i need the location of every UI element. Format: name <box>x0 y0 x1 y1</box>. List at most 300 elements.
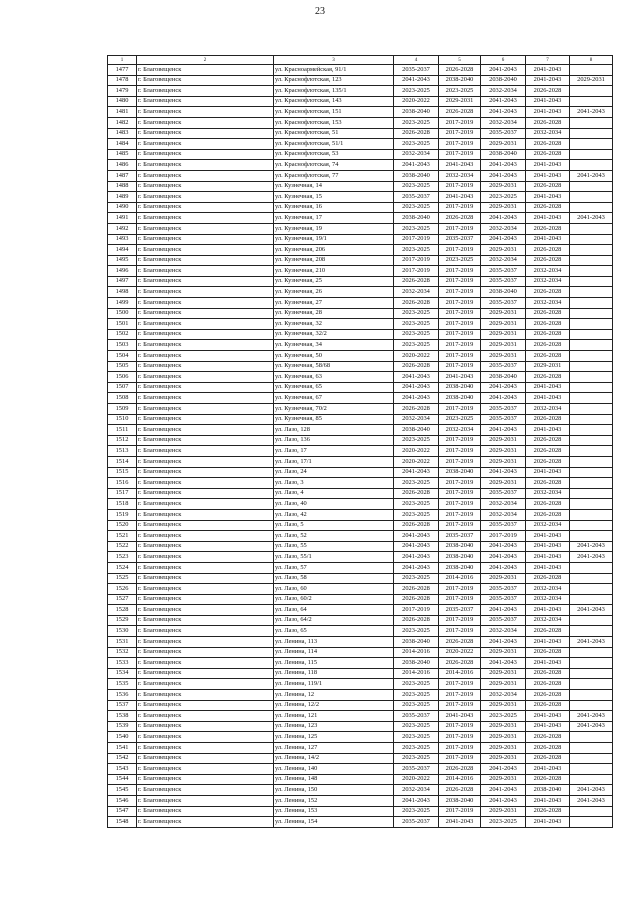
period-cell: 2041-2043 <box>481 170 526 181</box>
period-cell: 2041-2043 <box>394 531 439 542</box>
period-cell: 2041-2043 <box>481 605 526 616</box>
city-cell: г. Благовещенск <box>137 456 274 467</box>
record-number: 1534 <box>108 668 137 679</box>
table-row <box>108 531 613 542</box>
period-cell: 2023-2025 <box>394 573 439 584</box>
city-cell: г. Благовещенск <box>137 668 274 679</box>
period-cell: 2029-2031 <box>481 340 526 351</box>
address-cell: ул. Лазо, 3 <box>274 478 394 489</box>
table-row <box>108 266 613 277</box>
period-cell: 2041-2043 <box>481 96 526 107</box>
table-row <box>108 817 613 828</box>
period-cell <box>570 86 613 97</box>
period-cell <box>570 509 613 520</box>
city-cell: г. Благовещенск <box>137 499 274 510</box>
period-cell: 2017-2019 <box>439 266 481 277</box>
address-cell: ул. Лазо, 60/2 <box>274 594 394 605</box>
period-cell: 2026-2028 <box>526 149 570 160</box>
city-cell: г. Благовещенск <box>137 149 274 160</box>
address-cell: ул. Кузнечная, 19 <box>274 223 394 234</box>
table-row <box>108 690 613 701</box>
period-cell: 2023-2025 <box>394 509 439 520</box>
table-row <box>108 329 613 340</box>
address-cell: ул. Ленина, 148 <box>274 774 394 785</box>
record-number: 1538 <box>108 711 137 722</box>
table-row <box>108 541 613 552</box>
period-cell: 2035-2037 <box>481 361 526 372</box>
table-row <box>108 806 613 817</box>
period-cell: 2041-2043 <box>394 372 439 383</box>
register-table <box>107 55 613 828</box>
table-row <box>108 382 613 393</box>
period-cell: 2026-2028 <box>439 213 481 224</box>
table-row <box>108 192 613 203</box>
period-cell: 2032-2034 <box>394 287 439 298</box>
period-cell <box>570 499 613 510</box>
record-number: 1491 <box>108 213 137 224</box>
period-cell: 2026-2028 <box>526 202 570 213</box>
city-cell: г. Благовещенск <box>137 351 274 362</box>
period-cell: 2041-2043 <box>394 467 439 478</box>
period-cell <box>570 340 613 351</box>
period-cell: 2032-2034 <box>526 594 570 605</box>
address-cell: ул. Лазо, 52 <box>274 531 394 542</box>
city-cell: г. Благовещенск <box>137 329 274 340</box>
period-cell: 2017-2019 <box>439 202 481 213</box>
period-cell: 2026-2028 <box>526 456 570 467</box>
table-row <box>108 668 613 679</box>
table-row <box>108 743 613 754</box>
period-cell: 2029-2031 <box>526 361 570 372</box>
period-cell <box>570 700 613 711</box>
period-cell: 2035-2037 <box>481 520 526 531</box>
period-cell: 2029-2031 <box>481 202 526 213</box>
period-cell <box>570 753 613 764</box>
table-row <box>108 499 613 510</box>
column-number: 1 <box>108 56 137 65</box>
period-cell: 2032-2034 <box>526 615 570 626</box>
period-cell: 2041-2043 <box>439 711 481 722</box>
address-cell: ул. Лазо, 42 <box>274 509 394 520</box>
period-cell <box>570 372 613 383</box>
period-cell: 2026-2028 <box>526 700 570 711</box>
table-row <box>108 65 613 76</box>
record-number: 1490 <box>108 202 137 213</box>
period-cell <box>570 308 613 319</box>
period-cell: 2032-2034 <box>394 785 439 796</box>
period-cell: 2041-2043 <box>526 817 570 828</box>
table-row <box>108 637 613 648</box>
city-cell: г. Благовещенск <box>137 743 274 754</box>
period-cell: 2038-2040 <box>394 637 439 648</box>
table-row <box>108 276 613 287</box>
city-cell: г. Благовещенск <box>137 647 274 658</box>
period-cell: 2041-2043 <box>526 425 570 436</box>
period-cell <box>570 128 613 139</box>
table-row <box>108 361 613 372</box>
city-cell: г. Благовещенск <box>137 700 274 711</box>
period-cell: 2023-2025 <box>394 202 439 213</box>
city-cell: г. Благовещенск <box>137 605 274 616</box>
period-cell: 2038-2040 <box>439 562 481 573</box>
period-cell: 2035-2037 <box>481 266 526 277</box>
city-cell: г. Благовещенск <box>137 753 274 764</box>
record-number: 1541 <box>108 743 137 754</box>
record-number: 1544 <box>108 774 137 785</box>
period-cell: 2026-2028 <box>526 679 570 690</box>
period-cell: 2026-2028 <box>526 255 570 266</box>
period-cell <box>570 245 613 256</box>
address-cell: ул. Краснофлотская, 143 <box>274 96 394 107</box>
city-cell: г. Благовещенск <box>137 372 274 383</box>
address-cell: ул. Краснофлотская, 153 <box>274 117 394 128</box>
city-cell: г. Благовещенск <box>137 520 274 531</box>
city-cell: г. Благовещенск <box>137 65 274 76</box>
period-cell: 2023-2025 <box>394 700 439 711</box>
period-cell: 2023-2025 <box>394 340 439 351</box>
period-cell: 2038-2040 <box>394 213 439 224</box>
period-cell: 2026-2028 <box>526 774 570 785</box>
period-cell: 2017-2019 <box>439 351 481 362</box>
period-cell: 2023-2025 <box>394 732 439 743</box>
city-cell: г. Благовещенск <box>137 181 274 192</box>
period-cell: 2026-2028 <box>526 340 570 351</box>
period-cell <box>570 647 613 658</box>
table-row <box>108 584 613 595</box>
period-cell <box>570 96 613 107</box>
period-cell: 2041-2043 <box>481 382 526 393</box>
record-number: 1489 <box>108 192 137 203</box>
city-cell: г. Благовещенск <box>137 192 274 203</box>
period-cell: 2041-2043 <box>526 467 570 478</box>
period-cell: 2041-2043 <box>481 425 526 436</box>
period-cell: 2029-2031 <box>481 446 526 457</box>
period-cell: 2017-2019 <box>439 404 481 415</box>
period-cell: 2026-2028 <box>526 626 570 637</box>
table-row <box>108 795 613 806</box>
period-cell: 2026-2028 <box>439 658 481 669</box>
period-cell: 2032-2034 <box>394 414 439 425</box>
city-cell: г. Благовещенск <box>137 425 274 436</box>
period-cell: 2026-2028 <box>526 319 570 330</box>
period-cell: 2029-2031 <box>481 245 526 256</box>
period-cell: 2029-2031 <box>481 668 526 679</box>
period-cell <box>570 382 613 393</box>
period-cell: 2041-2043 <box>570 552 613 563</box>
period-cell: 2026-2028 <box>394 520 439 531</box>
record-number: 1525 <box>108 573 137 584</box>
period-cell: 2026-2028 <box>526 329 570 340</box>
table-row <box>108 753 613 764</box>
period-cell: 2041-2043 <box>481 213 526 224</box>
table-row <box>108 605 613 616</box>
table-row <box>108 520 613 531</box>
address-cell: ул. Краснофлотская, 151 <box>274 107 394 118</box>
table-row <box>108 128 613 139</box>
period-cell <box>570 276 613 287</box>
period-cell: 2017-2019 <box>439 700 481 711</box>
period-cell: 2038-2040 <box>439 75 481 86</box>
table-row <box>108 149 613 160</box>
period-cell: 2035-2037 <box>481 404 526 415</box>
period-cell: 2032-2034 <box>481 499 526 510</box>
period-cell <box>570 774 613 785</box>
record-number: 1507 <box>108 382 137 393</box>
record-number: 1506 <box>108 372 137 383</box>
period-cell: 2014-2016 <box>439 668 481 679</box>
period-cell: 2026-2028 <box>394 404 439 415</box>
city-cell: г. Благовещенск <box>137 202 274 213</box>
period-cell: 2038-2040 <box>481 75 526 86</box>
table-row <box>108 626 613 637</box>
table-row <box>108 170 613 181</box>
period-cell: 2014-2016 <box>439 774 481 785</box>
period-cell <box>570 393 613 404</box>
period-cell: 2017-2019 <box>439 245 481 256</box>
period-cell <box>570 287 613 298</box>
record-number: 1480 <box>108 96 137 107</box>
period-cell: 2041-2043 <box>481 785 526 796</box>
city-cell: г. Благовещенск <box>137 552 274 563</box>
address-cell: ул. Краснофлотская, 51/1 <box>274 139 394 150</box>
address-cell: ул. Ленина, 152 <box>274 795 394 806</box>
city-cell: г. Благовещенск <box>137 637 274 648</box>
city-cell: г. Благовещенск <box>137 541 274 552</box>
table-row <box>108 764 613 775</box>
city-cell: г. Благовещенск <box>137 817 274 828</box>
table-row <box>108 75 613 86</box>
period-cell <box>570 192 613 203</box>
period-cell <box>570 764 613 775</box>
period-cell: 2026-2028 <box>526 499 570 510</box>
record-number: 1501 <box>108 319 137 330</box>
city-cell: г. Благовещенск <box>137 615 274 626</box>
city-cell: г. Благовещенск <box>137 266 274 277</box>
address-cell: ул. Кузнечная, 32 <box>274 319 394 330</box>
record-number: 1508 <box>108 393 137 404</box>
period-cell <box>570 181 613 192</box>
period-cell: 2017-2019 <box>439 721 481 732</box>
address-cell: ул. Лазо, 136 <box>274 435 394 446</box>
period-cell: 2038-2040 <box>439 393 481 404</box>
period-cell: 2017-2019 <box>439 478 481 489</box>
city-cell: г. Благовещенск <box>137 382 274 393</box>
period-cell: 2041-2043 <box>481 637 526 648</box>
period-cell: 2017-2019 <box>439 117 481 128</box>
record-number: 1527 <box>108 594 137 605</box>
address-cell: ул. Лазо, 4 <box>274 488 394 499</box>
city-cell: г. Благовещенск <box>137 584 274 595</box>
city-cell: г. Благовещенск <box>137 128 274 139</box>
table-row <box>108 213 613 224</box>
column-number: 5 <box>439 56 481 65</box>
period-cell: 2041-2043 <box>570 107 613 118</box>
table-row <box>108 107 613 118</box>
period-cell: 2017-2019 <box>439 435 481 446</box>
table-row <box>108 340 613 351</box>
period-cell: 2041-2043 <box>526 562 570 573</box>
period-cell: 2041-2043 <box>481 234 526 245</box>
address-cell: ул. Кузнечная, 16 <box>274 202 394 213</box>
period-cell: 2023-2025 <box>394 319 439 330</box>
column-number: 7 <box>526 56 570 65</box>
period-cell: 2020-2022 <box>394 456 439 467</box>
period-cell: 2041-2043 <box>526 552 570 563</box>
table-row <box>108 86 613 97</box>
table-row <box>108 245 613 256</box>
city-cell: г. Благовещенск <box>137 255 274 266</box>
address-cell: ул. Кузнечная, 27 <box>274 298 394 309</box>
period-cell: 2035-2037 <box>481 128 526 139</box>
table-row <box>108 202 613 213</box>
column-number: 4 <box>394 56 439 65</box>
period-cell: 2026-2028 <box>526 806 570 817</box>
period-cell <box>570 425 613 436</box>
period-cell <box>570 139 613 150</box>
record-number: 1499 <box>108 298 137 309</box>
period-cell <box>570 690 613 701</box>
record-number: 1536 <box>108 690 137 701</box>
record-number: 1535 <box>108 679 137 690</box>
record-number: 1522 <box>108 541 137 552</box>
period-cell <box>570 732 613 743</box>
period-cell: 2035-2037 <box>481 298 526 309</box>
record-number: 1515 <box>108 467 137 478</box>
city-cell: г. Благовещенск <box>137 690 274 701</box>
period-cell <box>570 298 613 309</box>
period-cell: 2026-2028 <box>526 478 570 489</box>
address-cell: ул. Кузнечная, 63 <box>274 372 394 383</box>
city-cell: г. Благовещенск <box>137 679 274 690</box>
period-cell: 2032-2034 <box>481 255 526 266</box>
period-cell: 2017-2019 <box>439 149 481 160</box>
table-row <box>108 425 613 436</box>
address-cell: ул. Краснофлотская, 77 <box>274 170 394 181</box>
period-cell <box>570 573 613 584</box>
period-cell: 2020-2022 <box>394 446 439 457</box>
period-cell: 2017-2019 <box>439 308 481 319</box>
record-number: 1548 <box>108 817 137 828</box>
address-cell: ул. Лазо, 64 <box>274 605 394 616</box>
address-cell: ул. Ленина, 150 <box>274 785 394 796</box>
period-cell: 2041-2043 <box>394 562 439 573</box>
period-cell: 2041-2043 <box>439 160 481 171</box>
table-row <box>108 573 613 584</box>
period-cell: 2017-2019 <box>394 605 439 616</box>
city-cell: г. Благовещенск <box>137 86 274 97</box>
address-cell: ул. Кузнечная, 19/1 <box>274 234 394 245</box>
city-cell: г. Благовещенск <box>137 96 274 107</box>
period-cell: 2026-2028 <box>526 181 570 192</box>
record-number: 1539 <box>108 721 137 732</box>
address-cell: ул. Красноармейская, 91/1 <box>274 65 394 76</box>
period-cell: 2032-2034 <box>526 128 570 139</box>
period-cell: 2026-2028 <box>526 372 570 383</box>
period-cell: 2038-2040 <box>439 467 481 478</box>
address-cell: ул. Кузнечная, 70/2 <box>274 404 394 415</box>
column-number: 3 <box>274 56 394 65</box>
record-number: 1493 <box>108 234 137 245</box>
city-cell: г. Благовещенск <box>137 213 274 224</box>
period-cell: 2023-2025 <box>394 139 439 150</box>
table-row <box>108 467 613 478</box>
table-row <box>108 298 613 309</box>
record-number: 1479 <box>108 86 137 97</box>
period-cell: 2023-2025 <box>439 86 481 97</box>
column-number: 2 <box>137 56 274 65</box>
table-row <box>108 488 613 499</box>
record-number: 1537 <box>108 700 137 711</box>
period-cell: 2041-2043 <box>526 721 570 732</box>
period-cell: 2029-2031 <box>481 743 526 754</box>
period-cell: 2029-2031 <box>481 181 526 192</box>
city-cell: г. Благовещенск <box>137 117 274 128</box>
period-cell: 2017-2019 <box>439 743 481 754</box>
record-number: 1531 <box>108 637 137 648</box>
period-cell: 2032-2034 <box>481 509 526 520</box>
period-cell <box>570 414 613 425</box>
period-cell: 2026-2028 <box>526 245 570 256</box>
period-cell: 2029-2031 <box>439 96 481 107</box>
table-row <box>108 552 613 563</box>
record-number: 1511 <box>108 425 137 436</box>
period-cell: 2029-2031 <box>481 456 526 467</box>
period-cell: 2017-2019 <box>439 626 481 637</box>
period-cell <box>570 329 613 340</box>
record-number: 1509 <box>108 404 137 415</box>
period-cell: 2026-2028 <box>526 647 570 658</box>
period-cell: 2041-2043 <box>481 552 526 563</box>
record-number: 1482 <box>108 117 137 128</box>
period-cell: 2029-2031 <box>481 806 526 817</box>
period-cell: 2029-2031 <box>481 753 526 764</box>
address-cell: ул. Ленина, 125 <box>274 732 394 743</box>
period-cell <box>570 584 613 595</box>
period-cell: 2026-2028 <box>526 743 570 754</box>
address-cell: ул. Кузнечная, 85 <box>274 414 394 425</box>
period-cell: 2032-2034 <box>526 520 570 531</box>
record-number: 1530 <box>108 626 137 637</box>
table-row <box>108 414 613 425</box>
table-row <box>108 372 613 383</box>
period-cell: 2029-2031 <box>481 774 526 785</box>
period-cell: 2035-2037 <box>481 276 526 287</box>
period-cell: 2041-2043 <box>526 192 570 203</box>
city-cell: г. Благовещенск <box>137 562 274 573</box>
record-number: 1504 <box>108 351 137 362</box>
period-cell <box>570 149 613 160</box>
column-number: 8 <box>570 56 613 65</box>
period-cell: 2035-2037 <box>481 414 526 425</box>
period-cell: 2017-2019 <box>439 361 481 372</box>
city-cell: г. Благовещенск <box>137 658 274 669</box>
period-cell: 2026-2028 <box>394 594 439 605</box>
address-cell: ул. Лазо, 17/1 <box>274 456 394 467</box>
period-cell: 2041-2043 <box>526 213 570 224</box>
period-cell: 2023-2025 <box>394 690 439 701</box>
period-cell: 2017-2019 <box>439 594 481 605</box>
period-cell: 2023-2025 <box>439 414 481 425</box>
table-row <box>108 255 613 266</box>
period-cell <box>570 562 613 573</box>
city-cell: г. Благовещенск <box>137 287 274 298</box>
period-cell: 2026-2028 <box>394 128 439 139</box>
record-number: 1518 <box>108 499 137 510</box>
period-cell: 2017-2019 <box>481 531 526 542</box>
address-cell: ул. Лазо, 128 <box>274 425 394 436</box>
period-cell: 2026-2028 <box>526 117 570 128</box>
address-cell: ул. Краснофлотская, 53 <box>274 149 394 160</box>
